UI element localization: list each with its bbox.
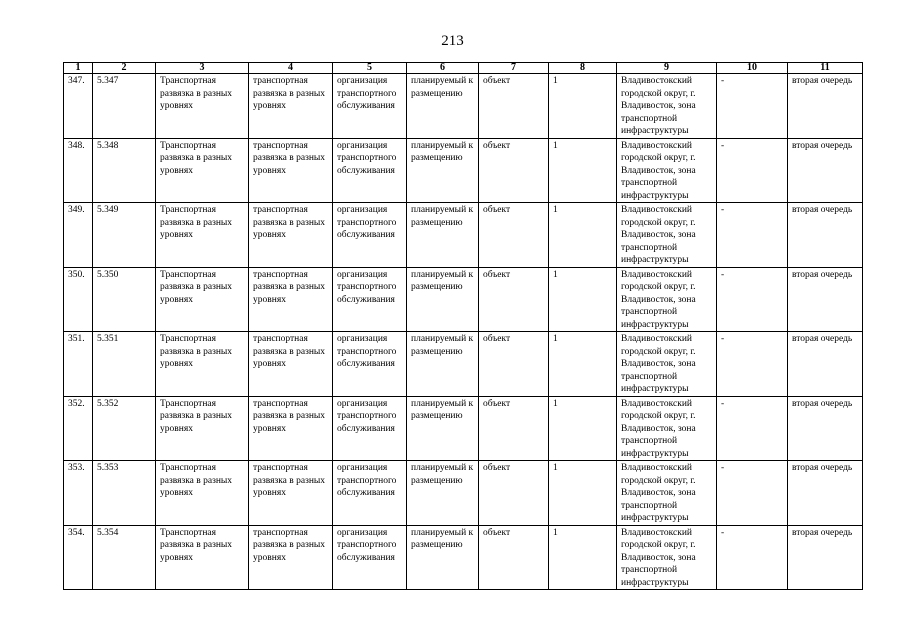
object-unit: объект: [479, 203, 549, 268]
object-name: Транспортная развязка в разных уровнях: [156, 203, 249, 268]
object-name: Транспортная развязка в разных уровнях: [156, 461, 249, 526]
object-unit: объект: [479, 74, 549, 139]
row-code: 5.354: [93, 525, 156, 590]
implementation-stage: вторая очередь: [788, 461, 863, 526]
object-location: Владивостокский городской округ, г. Владивосток, зона транспортной инфраструктуры: [617, 203, 717, 268]
column-10-value: -: [717, 525, 788, 590]
object-purpose: организация транспортного обслуживания: [333, 74, 407, 139]
column-10-value: -: [717, 138, 788, 203]
object-purpose: организация транспортного обслуживания: [333, 138, 407, 203]
implementation-stage: вторая очередь: [788, 332, 863, 397]
header-row: [64, 63, 863, 74]
row-code: 5.353: [93, 461, 156, 526]
object-location: Владивостокский городской округ, г. Владивосток, зона транспортной инфраструктуры: [617, 461, 717, 526]
object-unit: объект: [479, 267, 549, 332]
table-row: [64, 525, 863, 590]
implementation-stage: вторая очередь: [788, 525, 863, 590]
row-number: 347.: [64, 74, 93, 139]
object-type: транспортная развязка в разных уровнях: [249, 332, 333, 397]
object-unit: объект: [479, 396, 549, 461]
object-type: транспортная развязка в разных уровнях: [249, 525, 333, 590]
column-header: 10: [717, 63, 788, 74]
object-unit: объект: [479, 461, 549, 526]
object-unit: объект: [479, 525, 549, 590]
row-code: 5.347: [93, 74, 156, 139]
column-10-value: -: [717, 396, 788, 461]
object-type: транспортная развязка в разных уровнях: [249, 396, 333, 461]
object-unit: объект: [479, 332, 549, 397]
row-code: 5.352: [93, 396, 156, 461]
row-number: 352.: [64, 396, 93, 461]
row-number: 350.: [64, 267, 93, 332]
row-number: 353.: [64, 461, 93, 526]
implementation-stage: вторая очередь: [788, 138, 863, 203]
object-purpose: организация транспортного обслуживания: [333, 525, 407, 590]
object-location: Владивостокский городской округ, г. Владивосток, зона транспортной инфраструктуры: [617, 525, 717, 590]
object-location: Владивостокский городской округ, г. Владивосток, зона транспортной инфраструктуры: [617, 267, 717, 332]
implementation-stage: вторая очередь: [788, 396, 863, 461]
object-name: Транспортная развязка в разных уровнях: [156, 525, 249, 590]
object-type: транспортная развязка в разных уровнях: [249, 461, 333, 526]
row-number: 349.: [64, 203, 93, 268]
object-type: транспортная развязка в разных уровнях: [249, 267, 333, 332]
object-name: Транспортная развязка в разных уровнях: [156, 74, 249, 139]
column-header: 9: [617, 63, 717, 74]
table-row: [64, 138, 863, 203]
column-10-value: -: [717, 74, 788, 139]
column-header: 2: [93, 63, 156, 74]
row-number: 354.: [64, 525, 93, 590]
object-name: Транспортная развязка в разных уровнях: [156, 267, 249, 332]
object-unit: объект: [479, 138, 549, 203]
table-row: [64, 74, 863, 139]
column-header: 5: [333, 63, 407, 74]
table-row: [64, 267, 863, 332]
object-status: планируемый к размещению: [407, 396, 479, 461]
object-location: Владивостокский городской округ, г. Владивосток, зона транспортной инфраструктуры: [617, 138, 717, 203]
object-name: Транспортная развязка в разных уровнях: [156, 332, 249, 397]
column-header: 8: [549, 63, 617, 74]
object-count: 1: [549, 138, 617, 203]
object-purpose: организация транспортного обслуживания: [333, 332, 407, 397]
page-number: 213: [441, 33, 464, 49]
column-10-value: -: [717, 267, 788, 332]
column-header: 6: [407, 63, 479, 74]
object-count: 1: [549, 525, 617, 590]
object-name: Транспортная развязка в разных уровнях: [156, 138, 249, 203]
column-header: 1: [64, 63, 93, 74]
object-type: транспортная развязка в разных уровнях: [249, 138, 333, 203]
object-status: планируемый к размещению: [407, 525, 479, 590]
implementation-stage: вторая очередь: [788, 74, 863, 139]
object-location: Владивостокский городской округ, г. Владивосток, зона транспортной инфраструктуры: [617, 332, 717, 397]
object-count: 1: [549, 74, 617, 139]
object-status: планируемый к размещению: [407, 138, 479, 203]
object-count: 1: [549, 461, 617, 526]
row-number: 351.: [64, 332, 93, 397]
object-count: 1: [549, 396, 617, 461]
column-10-value: -: [717, 461, 788, 526]
table-row: [64, 396, 863, 461]
row-code: 5.350: [93, 267, 156, 332]
row-number: 348.: [64, 138, 93, 203]
object-status: планируемый к размещению: [407, 332, 479, 397]
object-status: планируемый к размещению: [407, 203, 479, 268]
object-type: транспортная развязка в разных уровнях: [249, 74, 333, 139]
object-name: Транспортная развязка в разных уровнях: [156, 396, 249, 461]
row-code: 5.348: [93, 138, 156, 203]
column-header: 4: [249, 63, 333, 74]
object-location: Владивостокский городской округ, г. Владивосток, зона транспортной инфраструктуры: [617, 396, 717, 461]
column-header: 3: [156, 63, 249, 74]
column-header: 11: [788, 63, 863, 74]
row-code: 5.351: [93, 332, 156, 397]
column-10-value: -: [717, 332, 788, 397]
table-row: [64, 203, 863, 268]
table-row: [64, 461, 863, 526]
object-purpose: организация транспортного обслуживания: [333, 203, 407, 268]
object-location: Владивостокский городской округ, г. Владивосток, зона транспортной инфраструктуры: [617, 74, 717, 139]
object-purpose: организация транспортного обслуживания: [333, 461, 407, 526]
implementation-stage: вторая очередь: [788, 203, 863, 268]
object-status: планируемый к размещению: [407, 267, 479, 332]
table-row: [64, 332, 863, 397]
object-purpose: организация транспортного обслуживания: [333, 267, 407, 332]
column-header: 7: [479, 63, 549, 74]
object-count: 1: [549, 267, 617, 332]
registry-table: [63, 62, 863, 590]
object-count: 1: [549, 332, 617, 397]
object-status: планируемый к размещению: [407, 74, 479, 139]
row-code: 5.349: [93, 203, 156, 268]
implementation-stage: вторая очередь: [788, 267, 863, 332]
column-10-value: -: [717, 203, 788, 268]
object-count: 1: [549, 203, 617, 268]
object-type: транспортная развязка в разных уровнях: [249, 203, 333, 268]
object-purpose: организация транспортного обслуживания: [333, 396, 407, 461]
object-status: планируемый к размещению: [407, 461, 479, 526]
